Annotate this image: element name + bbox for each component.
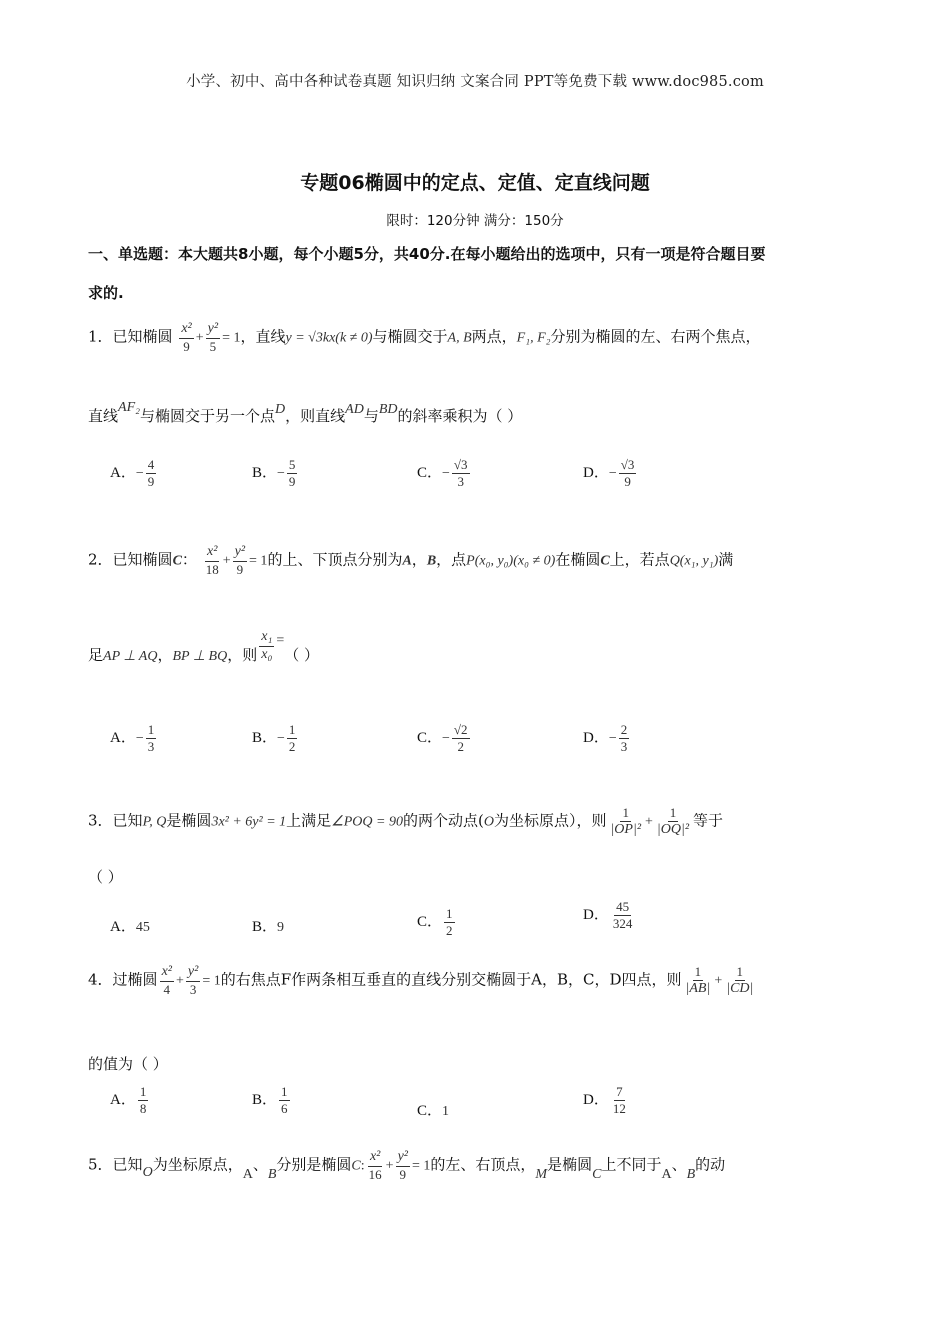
- q3-option-d[interactable]: D． $\frac{45}{324}$: [583, 899, 633, 931]
- question-number: 1．: [88, 327, 113, 346]
- q2-option-c[interactable]: C．− $\frac{√2}{2}$: [417, 722, 468, 754]
- question-1-line2: 直线AF₂与椭圆交于另一个点D，则直线AD与BD的斜率乘积为（ ）: [88, 400, 523, 425]
- section-instructions-cont: 求的.: [88, 284, 124, 302]
- page-title: 专题06椭圆中的定点、定值、定直线问题: [300, 172, 650, 194]
- time-score-info: 限时：120分钟 满分：150分: [386, 213, 564, 229]
- question-number: 4．: [88, 970, 113, 989]
- question-number: 2．: [88, 550, 113, 569]
- question-4-line2: 的值为（ ）: [88, 1055, 168, 1073]
- question-1-line1: 1．已知椭圆 $\frac{\text{x²}}{9}$ + $\frac{\text{y²}}{5}$ = 1，直线y = √3kx(k ≠ 0)与椭圆交于A, B两点，F₁, F₂分别为椭圆的左、右两个焦点，: [88, 321, 761, 354]
- page-header: 小学、初中、高中各种试卷真题 知识归纳 文案合同 PPT等免费下载 www.doc985.com: [186, 74, 764, 90]
- q4-option-d[interactable]: D． $\frac{7}{12}$: [583, 1084, 626, 1116]
- question-5-line1: 5．已知O为坐标原点，A、B分别是椭圆C: $\frac{\text{x²}}{16}$ + $\frac{\text{y²}}{9}$ = 1的左、右顶点，M是椭圆C上不同于A、B的动: [88, 1149, 726, 1182]
- ellipse-term-x: $\frac{\text{x²}}{9}$: [181, 321, 192, 354]
- q2-option-a[interactable]: A．− $\frac{1}{3}$: [110, 722, 155, 754]
- q3-option-c[interactable]: C． $\frac{1}{2}$: [417, 906, 453, 938]
- q1-option-a[interactable]: A．− $\frac{4}{9}$: [110, 457, 155, 489]
- q4-option-b[interactable]: B． $\frac{1}{6}$: [252, 1084, 288, 1116]
- q3-option-b[interactable]: B．9: [252, 919, 285, 935]
- q2-option-b[interactable]: B．− $\frac{1}{2}$: [252, 722, 296, 754]
- q1-option-c[interactable]: C．− $\frac{√3}{3}$: [417, 457, 468, 489]
- q1-option-b[interactable]: B．− $\frac{5}{9}$: [252, 457, 296, 489]
- ellipse-term-y: $\frac{\text{y²}}{5}$: [207, 321, 219, 354]
- ellipse-term-y: $\frac{\text{y²}}{9}$: [234, 544, 246, 577]
- question-2-line2: 足AP ⊥ AQ，BP ⊥ BQ，则 $\frac{\text{x₁}}{\text{x₀}}$ =（ ）: [88, 629, 320, 665]
- question-3-line2: （ ）: [88, 868, 123, 886]
- question-4-line1: 4．过椭圆 $\frac{\text{x²}}{4}$ + $\frac{\text{y²}}{3}$ = 1的右焦点F作两条相互垂直的直线分别交椭圆于A，B，C，D四点，则 $\frac{1}{|AB|}$ + $\frac{1}{|CD|}$: [88, 964, 754, 997]
- line-equation: y = √3kx(k ≠ 0): [285, 330, 373, 346]
- q3-option-a[interactable]: A．45: [110, 919, 150, 935]
- section-instructions: 一、单选题：本大题共8小题，每个小题5分，共40分.在每小题给出的选项中，只有一项是符合题目要: [88, 245, 766, 263]
- question-number: 3．: [88, 811, 113, 830]
- q1-option-d[interactable]: D．− $\frac{√3}{9}$: [583, 457, 635, 489]
- ellipse-term-x: $\frac{\text{x²}}{18}$: [205, 544, 219, 577]
- question-3-line1: 3．已知P, Q是椭圆3x² + 6y² = 1上满足∠POQ = 90的两个动点(O为坐标原点），则 $\frac{1}{\text{|OP|²}}$ + $\frac{1}{\text{|OQ|²}}$ 等于: [88, 805, 724, 837]
- question-2-line1: 2．已知椭圆C： $\frac{\text{x²}}{18}$ + $\frac{\text{y²}}{9}$ = 1的上、下顶点分别为A，B，点P(x₀, y₀)(x₀ ≠ 0)在椭圆C上，若点Q(x₁, y₁)满: [88, 544, 734, 577]
- q4-option-a[interactable]: A． $\frac{1}{8}$: [110, 1084, 147, 1116]
- q2-option-d[interactable]: D．− $\frac{2}{3}$: [583, 722, 628, 754]
- question-number: 5．: [88, 1155, 113, 1174]
- q4-option-c[interactable]: C．1: [417, 1103, 450, 1119]
